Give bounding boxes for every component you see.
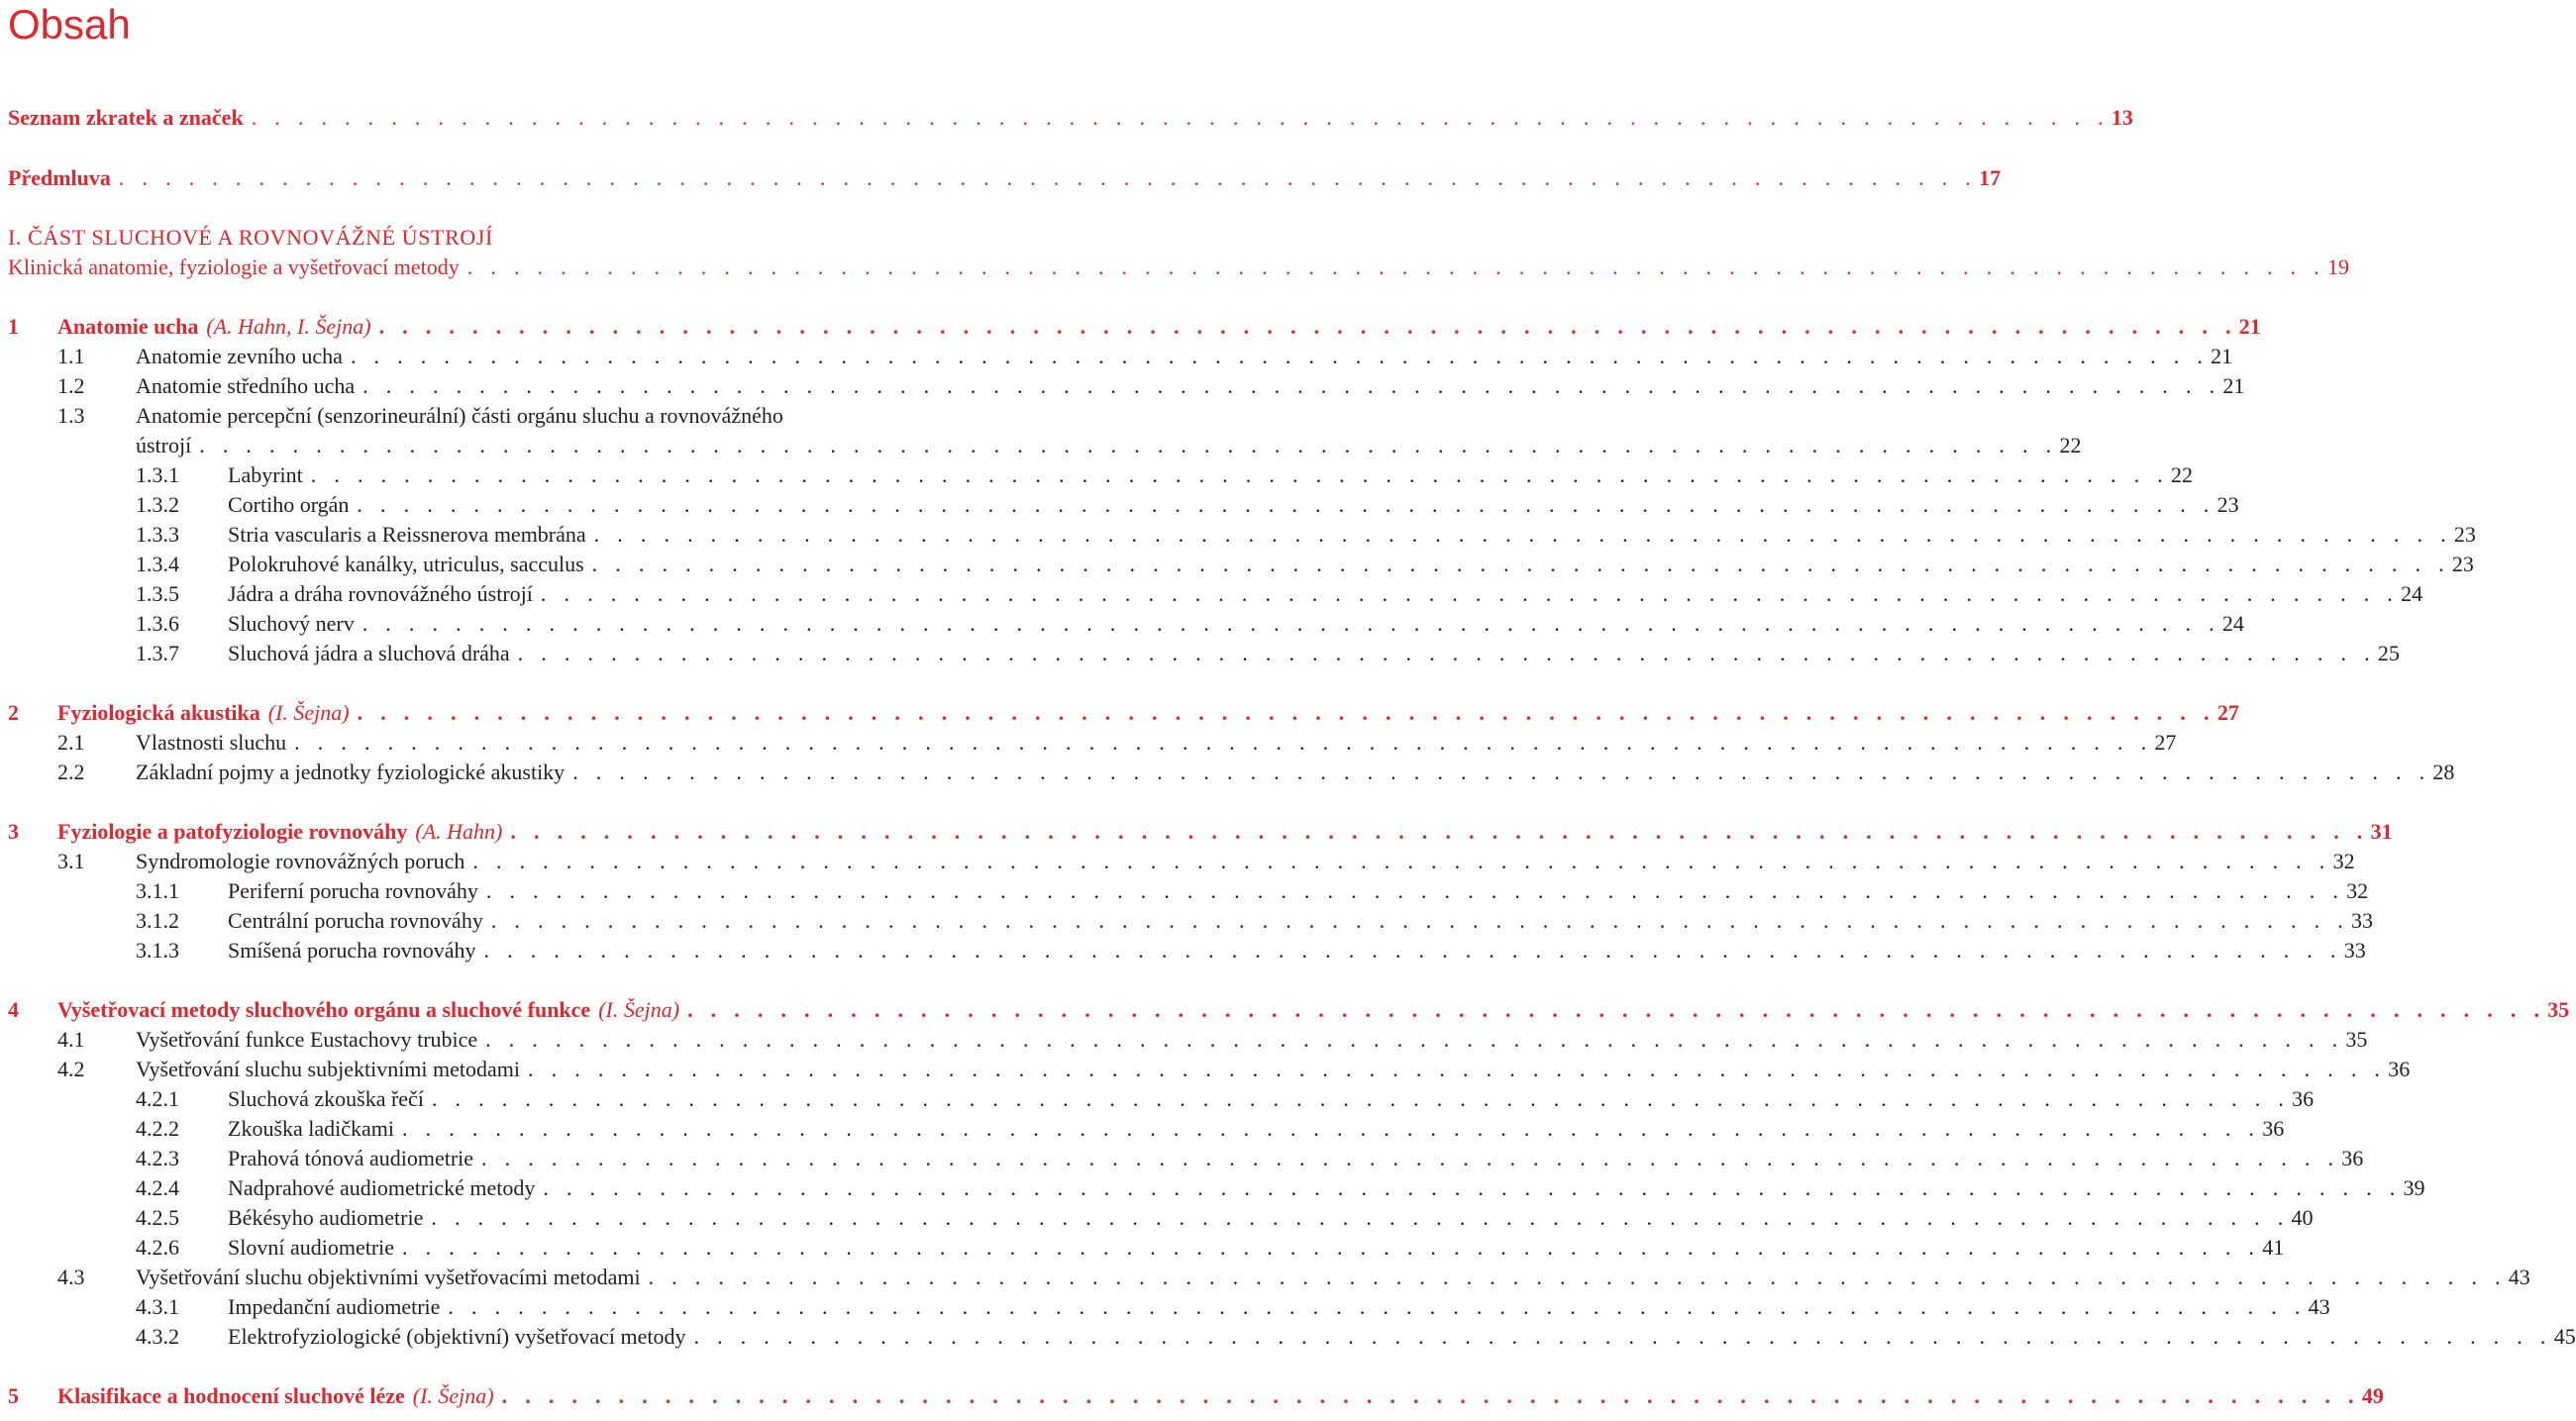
dot-leader: . . . . . . . . . . . . . . . . . . . . . . . . . . . . . . . . . . . . . . . . . . . . . . . . . . . . . . . . . . . . . . . . . . . . . . . . . . . . . . . .: [448, 1294, 2307, 1319]
toc-page-number: 22: [2170, 462, 2193, 487]
toc-section-entry[interactable]: [0, 847, 2355, 876]
toc-entry-text: Smíšená porucha rovnováhy: [228, 938, 476, 963]
dot-leader: . . . . . . . . . . . . . . . . . . . . . . . . . . . . . . . . . . . . . . . . . . . . . . . . . . . . . . . . . . . . . . . . . . . . . . . . . . . . . . . .: [402, 1235, 2261, 1260]
toc-entry-text: Slovní audiometrie: [228, 1235, 395, 1260]
toc-subsection-entry[interactable]: [0, 1292, 2330, 1322]
toc-entry-text: Cortiho orgán: [228, 492, 350, 517]
toc-entry-text: Labyrint: [228, 462, 303, 487]
dot-leader: . . . . . . . . . . . . . . . . . . . . . . . . . . . . . . . . . . . . . . . . . . . . . . . . . . . . . . . . . . . . . . . . . . . . . . . . . . . . . . . .: [431, 1086, 2291, 1111]
toc-entry-number: 3: [8, 819, 19, 844]
toc-entry-text: Polokruhové kanálky, utriculus, sacculus: [228, 552, 584, 576]
dot-leader: . . . . . . . . . . . . . . . . . . . . . . . . . . . . . . . . . . . . . . . . . . . . . . . . . . . . . . . . . . . . . . . . . . . . . . . . . . . . . . . .: [572, 760, 2431, 784]
toc-entry-author: (I. Šejna): [412, 1383, 494, 1408]
toc-entry-text: Klasifikace a hodnocení sluchové léze: [57, 1383, 405, 1408]
toc-page-number: 17: [1979, 165, 2002, 190]
toc-page-number: 24: [2401, 581, 2423, 606]
toc-page-number: 36: [2388, 1057, 2411, 1081]
toc-section-entry[interactable]: [0, 1025, 2368, 1055]
toc-subsection-entry[interactable]: [0, 579, 2423, 609]
toc-subsection-entry[interactable]: [0, 1233, 2285, 1263]
toc-entry-text: Seznam zkratek a značek: [8, 105, 244, 130]
toc-entry-text: Základní pojmy a jednotky fyziologické akustiky: [136, 760, 566, 784]
toc-page-number: 21: [2211, 344, 2233, 368]
toc-entry-number: 4.2.3: [136, 1146, 179, 1170]
toc-page-number: 19: [2326, 254, 2349, 279]
toc-entry-text: Anatomie ucha: [57, 314, 199, 339]
toc-page-number: 21: [2222, 373, 2245, 398]
toc-page-number: 35: [2547, 997, 2570, 1022]
dot-leader: . . . . . . . . . . . . . . . . . . . . . . . . . . . . . . . . . . . . . . . . . . . . . . . . . . . . . . . . . . . . . . . . . . . . . . . . . . . . . . . .: [528, 1057, 2387, 1081]
toc-page-number: 33: [2351, 908, 2374, 933]
toc-entry-number: 1.3.5: [136, 581, 179, 606]
toc-entry-text: Anatomie středního ucha: [136, 373, 356, 398]
dot-leader: . . . . . . . . . . . . . . . . . . . . . . . . . . . . . . . . . . . . . . . . . . . . . . . . . . . . . . . . . . . . . . . . . . . . . . . . . . . . . . . .: [350, 344, 2210, 368]
toc-entry-number: 4.3: [57, 1265, 85, 1289]
toc-page-number: 49: [2361, 1383, 2384, 1408]
toc-entry-text: Předmluva: [8, 165, 111, 190]
toc-subsection-entry[interactable]: [0, 1322, 2576, 1352]
dot-leader: . . . . . . . . . . . . . . . . . . . . . . . . . . . . . . . . . . . . . . . . . . . . . . . . . . . . . . . . . . . . . . . . . . . . . . . . . . . . . . . .: [472, 849, 2331, 873]
toc-entry-number: 4.3.1: [136, 1294, 179, 1319]
toc-entry-text: Vlastnosti sluchu: [136, 730, 287, 755]
toc-page-number: 35: [2345, 1027, 2368, 1052]
toc-page-number: 28: [2432, 760, 2455, 784]
toc-subsection-entry[interactable]: [0, 1203, 2314, 1233]
toc-entry-number: 1.3: [57, 403, 85, 428]
toc-chapter-entry[interactable]: [0, 1381, 2384, 1411]
toc-page-number: 36: [2341, 1146, 2364, 1170]
dot-leader: . . . . . . . . . . . . . . . . . . . . . . . . . . . . . . . . . . . . . . . . . . . . . . . . . . . . . . . . . . . . . . . . . . . . . . . . . . . . . . . .: [693, 1324, 2552, 1349]
dot-leader: . . . . . . . . . . . . . . . . . . . . . . . . . . . . . . . . . . . . . . . . . . . . . . . . . . . . . . . . . . . . . . . . . . . . . . . . . . . . . . . .: [490, 908, 2350, 933]
toc-entry-text: Vyšetřování funkce Eustachovy trubice: [136, 1027, 478, 1052]
dot-leader: . . . . . . . . . . . . . . . . . . . . . . . . . . . . . . . . . . . . . . . . . . . . . . . . . . . . . . . . . . . . . . . . . . . . . . . . . . . . . . . .: [362, 373, 2221, 398]
toc-entry-number: 2.2: [57, 760, 85, 784]
toc-page-number: 36: [2292, 1086, 2315, 1111]
toc-entry-number: 1.3.7: [136, 641, 179, 665]
toc-page-number: 27: [2154, 730, 2177, 755]
dot-leader: . . . . . . . . . . . . . . . . . . . . . . . . . . . . . . . . . . . . . . . . . . . . . . . . . . . . . . . . . . . . . . . . . . . . . . . . . . . . . . . .: [310, 462, 2169, 487]
toc-chapter-entry[interactable]: [0, 312, 2261, 342]
dot-leader: . . . . . . . . . . . . . . . . . . . . . . . . . . . . . . . . . . . . . . . . . . . . . . . . . . . . . . . . . . . . . . . . . . . . . . . . . . . . . . . .: [540, 581, 2400, 606]
dot-leader: . . . . . . . . . . . . . . . . . . . . . . . . . . . . . . . . . . . . . . . . . . . . . . . . . . . . . . . . . . . . . . . . . . . . . . . . . . . . . . . .: [199, 433, 2058, 457]
toc-subsection-entry[interactable]: [0, 1084, 2315, 1114]
toc-chapter-entry[interactable]: [0, 817, 2393, 847]
toc-entry-number: 1.3.1: [136, 462, 179, 487]
dot-leader: . . . . . . . . . . . . . . . . . . . . . . . . . . . . . . . . . . . . . . . . . . . . . . . . . . . . . . . . . . . . . . . . . . . . . . . . . . . . . . . .: [361, 611, 2220, 636]
toc-entry-number: 4.2.1: [136, 1086, 179, 1111]
dot-leader: . . . . . . . . . . . . . . . . . . . . . . . . . . . . . . . . . . . . . . . . . . . . . . . . . . . . . . . . . . . . . . . . . . . . . . . . . . . . . . . .: [593, 522, 2452, 547]
toc-entry-text: Fyziologická akustika: [57, 700, 260, 725]
toc-entry-number: 3.1.3: [136, 938, 179, 963]
toc-entry-text: Vyšetřovací metody sluchového orgánu a sluchové funkce: [57, 997, 591, 1022]
dot-leader: . . . . . . . . . . . . . . . . . . . . . . . . . . . . . . . . . . . . . . . . . . . . . . . . . . . . . . . . . . . . . . . . . . . . . . . . . . . . . . . .: [431, 1205, 2290, 1230]
toc-page-number: 24: [2221, 611, 2244, 636]
toc-entry-text: Jádra a dráha rovnovážného ústrojí: [228, 581, 533, 606]
toc-subsection-entry[interactable]: [0, 936, 2366, 965]
toc-entry-text: Zkouška ladičkami: [228, 1116, 395, 1141]
dot-leader: . . . . . . . . . . . . . . . . . . . . . . . . . . . . . . . . . . . . . . . . . . . . . . . . . . . . . . . . . . . . . . . . . . . . . . . . . . . . . . . .: [517, 641, 2376, 665]
toc-section-entry[interactable]: [0, 1263, 2530, 1292]
toc-subsection-entry[interactable]: [0, 609, 2244, 639]
toc-page-number: 39: [2403, 1175, 2425, 1200]
toc-entry-number: 1.3.2: [136, 492, 179, 517]
toc-entry-number: 1.3.3: [136, 522, 179, 547]
dot-leader: . . . . . . . . . . . . . . . . . . . . . . . . . . . . . . . . . . . . . . . . . . . . . . . . . . . . . . . . . . . . . . . . . . . . . . . . . . . . . . . .: [118, 165, 1978, 190]
toc-page-number: 33: [2343, 938, 2366, 963]
toc-entry-abbreviations[interactable]: [0, 103, 2133, 133]
toc-entry-number: 1.3.6: [136, 611, 179, 636]
toc-section-entry[interactable]: [0, 401, 943, 431]
toc-section-entry[interactable]: [0, 431, 2082, 460]
toc-section-entry[interactable]: [0, 342, 2233, 371]
dot-leader: . . . . . . . . . . . . . . . . . . . . . . . . . . . . . . . . . . . . . . . . . . . . . . . . . . . . . . . . . . . . . . . . . . . . . . . . . . . . . . . .: [485, 878, 2345, 903]
toc-entry-number: 4.3.2: [136, 1324, 179, 1349]
toc-entry-author: (I. Šejna): [598, 997, 680, 1022]
toc-subsection-entry[interactable]: [0, 550, 2474, 579]
toc-page-number: 32: [2332, 849, 2355, 873]
toc-page-number: 41: [2262, 1235, 2285, 1260]
toc-entry-author: (I. Šejna): [267, 700, 350, 725]
toc-entry-text: Impedanční audiometrie: [228, 1294, 441, 1319]
toc-subsection-entry[interactable]: [0, 876, 2369, 906]
dot-leader: . . . . . . . . . . . . . . . . . . . . . . . . . . . . . . . . . . . . . . . . . . . . . . . . . . . . . . . . . . . . . . . . . . . . . . . . . . . . . . . .: [485, 1027, 2344, 1052]
toc-entry-number: 4.2.5: [136, 1205, 179, 1230]
toc-entry-text: ústrojí: [136, 433, 192, 457]
toc-entry-number: 3.1.2: [136, 908, 179, 933]
toc-page-number: 25: [2377, 641, 2400, 665]
toc-chapter-entry[interactable]: [0, 698, 2239, 728]
dot-leader: . . . . . . . . . . . . . . . . . . . . . . . . . . . . . . . . . . . . . . . . . . . . . . . . . . . . . . . . . . . . . . . . . . . . . . . . . . . . . . . .: [357, 492, 2215, 517]
toc-entry-text: Centrální porucha rovnováhy: [228, 908, 483, 933]
toc-subsection-entry[interactable]: [0, 906, 2374, 936]
toc-page-number: 43: [2308, 1294, 2330, 1319]
toc-entry-text: Fyziologie a patofyziologie rovnováhy: [57, 819, 408, 844]
toc-page-number: 43: [2508, 1265, 2530, 1289]
toc-entry-number: 4: [8, 997, 19, 1022]
toc-entry-text: Vyšetřování sluchu subjektivními metodami: [136, 1057, 521, 1081]
toc-subsection-entry[interactable]: [0, 639, 2400, 668]
toc-page-number: 36: [2262, 1116, 2285, 1141]
dot-leader: . . . . . . . . . . . . . . . . . . . . . . . . . . . . . . . . . . . . . . . . . . . . . . . . . . . . . . . . . . . . . . . . . . . . . . . . . . . . . . . .: [357, 700, 2215, 725]
dot-leader: . . . . . . . . . . . . . . . . . . . . . . . . . . . . . . . . . . . . . . . . . . . . . . . . . . . . . . . . . . . . . . . . . . . . . . . . . . . . . . . .: [294, 730, 2153, 755]
toc-page-number: 40: [2291, 1205, 2314, 1230]
toc-entry-text: Nadprahové audiometrické metody: [228, 1175, 536, 1200]
toc-entry-text: Anatomie zevního ucha: [136, 344, 343, 368]
dot-leader: . . . . . . . . . . . . . . . . . . . . . . . . . . . . . . . . . . . . . . . . . . . . . . . . . . . . . . . . . . . . . . . . . . . . . . . . . . . . . . . .: [510, 819, 2369, 844]
toc-entry-text: Syndromologie rovnovážných poruch: [136, 849, 465, 873]
toc-entry-text: Elektrofyziologické (objektivní) vyšetřovací metody: [228, 1324, 686, 1349]
toc-entry-number: 4.2.2: [136, 1116, 179, 1141]
dot-leader: . . . . . . . . . . . . . . . . . . . . . . . . . . . . . . . . . . . . . . . . . . . . . . . . . . . . . . . . . . . . . . . . . . . . . . . . . . . . . . . .: [251, 105, 2110, 130]
toc-entry-number: 5: [8, 1383, 19, 1408]
toc-entry-number: 4.1: [57, 1027, 85, 1052]
dot-leader: . . . . . . . . . . . . . . . . . . . . . . . . . . . . . . . . . . . . . . . . . . . . . . . . . . . . . . . . . . . . . . . . . . . . . . . . . . . . . . . .: [648, 1265, 2507, 1289]
toc-entry-number: 2.1: [57, 730, 85, 755]
toc-entry-number: 2: [8, 700, 19, 725]
toc-entry-number: 3.1: [57, 849, 85, 873]
toc-page-number: 23: [2216, 492, 2239, 517]
toc-page-number: 45: [2553, 1324, 2576, 1349]
toc-section-entry[interactable]: [0, 371, 2245, 401]
toc-page-number: 32: [2346, 878, 2369, 903]
toc-subsection-entry[interactable]: [0, 1114, 2285, 1144]
dot-leader: . . . . . . . . . . . . . . . . . . . . . . . . . . . . . . . . . . . . . . . . . . . . . . . . . . . . . . . . . . . . . . . . . . . . . . . . . . . . . . . .: [591, 552, 2450, 576]
toc-entry-text: Prahová tónová audiometrie: [228, 1146, 474, 1170]
toc-entry-text: Sluchová jádra a sluchová dráha: [228, 641, 510, 665]
toc-entry-text: Stria vascularis a Reissnerova membrána: [228, 522, 586, 547]
toc-section-entry[interactable]: [0, 758, 2455, 787]
toc-entry-number: 3.1.1: [136, 878, 179, 903]
toc-entry-text: Periferní porucha rovnováhy: [228, 878, 478, 903]
toc-page-number: 27: [2216, 700, 2239, 725]
toc-subsection-entry[interactable]: [0, 460, 2193, 490]
toc-entry-number: 1: [8, 314, 19, 339]
toc-page-number: 23: [2451, 552, 2474, 576]
dot-leader: . . . . . . . . . . . . . . . . . . . . . . . . . . . . . . . . . . . . . . . . . . . . . . . . . . . . . . . . . . . . . . . . . . . . . . . . . . . . . . . .: [466, 254, 2325, 279]
toc-entry-text: Békésyho audiometrie: [228, 1205, 424, 1230]
dot-leader: . . . . . . . . . . . . . . . . . . . . . . . . . . . . . . . . . . . . . . . . . . . . . . . . . . . . . . . . . . . . . . . . . . . . . . . . . . . . . . . .: [687, 997, 2546, 1022]
toc-entry-number: 4.2: [57, 1057, 85, 1081]
toc-entry-number: 1.2: [57, 373, 85, 398]
toc-subsection-entry[interactable]: [0, 1144, 2364, 1173]
toc-entry-number: 4.2.4: [136, 1175, 179, 1200]
toc-entry-text: Anatomie percepční (senzorineurální) části orgánu sluchu a rovnovážného: [136, 403, 783, 428]
toc-entry-preface[interactable]: [0, 163, 2002, 193]
toc-entry-text: Klinická anatomie, fyziologie a vyšetřovací metody: [8, 254, 460, 279]
toc-page-number: 22: [2059, 433, 2082, 457]
dot-leader: . . . . . . . . . . . . . . . . . . . . . . . . . . . . . . . . . . . . . . . . . . . . . . . . . . . . . . . . . . . . . . . . . . . . . . . . . . . . . . . .: [402, 1116, 2261, 1141]
toc-chapter-entry[interactable]: [0, 995, 2570, 1025]
toc-page-number: 21: [2238, 314, 2261, 339]
part-heading: I. ČÁST SLUCHOVÉ A ROVNOVÁŽNÉ ÚSTROJÍ: [8, 225, 493, 250]
dot-leader: . . . . . . . . . . . . . . . . . . . . . . . . . . . . . . . . . . . . . . . . . . . . . . . . . . . . . . . . . . . . . . . . . . . . . . . . . . . . . . . .: [481, 1146, 2340, 1170]
dot-leader: . . . . . . . . . . . . . . . . . . . . . . . . . . . . . . . . . . . . . . . . . . . . . . . . . . . . . . . . . . . . . . . . . . . . . . . . . . . . . . . .: [483, 938, 2342, 963]
toc-entry-part-subtitle[interactable]: [0, 253, 2349, 282]
toc-subsection-entry[interactable]: [0, 520, 2476, 550]
toc-page-number: 13: [2111, 105, 2133, 130]
dot-leader: . . . . . . . . . . . . . . . . . . . . . . . . . . . . . . . . . . . . . . . . . . . . . . . . . . . . . . . . . . . . . . . . . . . . . . . . . . . . . . . .: [501, 1383, 2360, 1408]
dot-leader: . . . . . . . . . . . . . . . . . . . . . . . . . . . . . . . . . . . . . . . . . . . . . . . . . . . . . . . . . . . . . . . . . . . . . . . . . . . . . . . .: [378, 314, 2237, 339]
toc-page-number: 23: [2453, 522, 2476, 547]
toc-subsection-entry[interactable]: [0, 490, 2239, 520]
toc-entry-author: (A. Hahn, I. Šejna): [206, 314, 371, 339]
toc-entry-number: 1.1: [57, 344, 85, 368]
toc-entry-number: 4.2.6: [136, 1235, 179, 1260]
toc-entry-text: Sluchová zkouška řečí: [228, 1086, 424, 1111]
toc-entry-author: (A. Hahn): [415, 819, 503, 844]
page-title: Obsah: [8, 1, 131, 48]
toc-section-entry[interactable]: [0, 1055, 2411, 1084]
toc-entry-number: 1.3.4: [136, 552, 179, 576]
toc-entry-text: Vyšetřování sluchu objektivními vyšetřovacími metodami: [136, 1265, 641, 1289]
dot-leader: . . . . . . . . . . . . . . . . . . . . . . . . . . . . . . . . . . . . . . . . . . . . . . . . . . . . . . . . . . . . . . . . . . . . . . . . . . . . . . . .: [543, 1175, 2402, 1200]
toc-subsection-entry[interactable]: [0, 1173, 2425, 1203]
toc-entry-text: Sluchový nerv: [228, 611, 355, 636]
toc-section-entry[interactable]: [0, 728, 2177, 758]
toc-page-number: 31: [2370, 819, 2393, 844]
